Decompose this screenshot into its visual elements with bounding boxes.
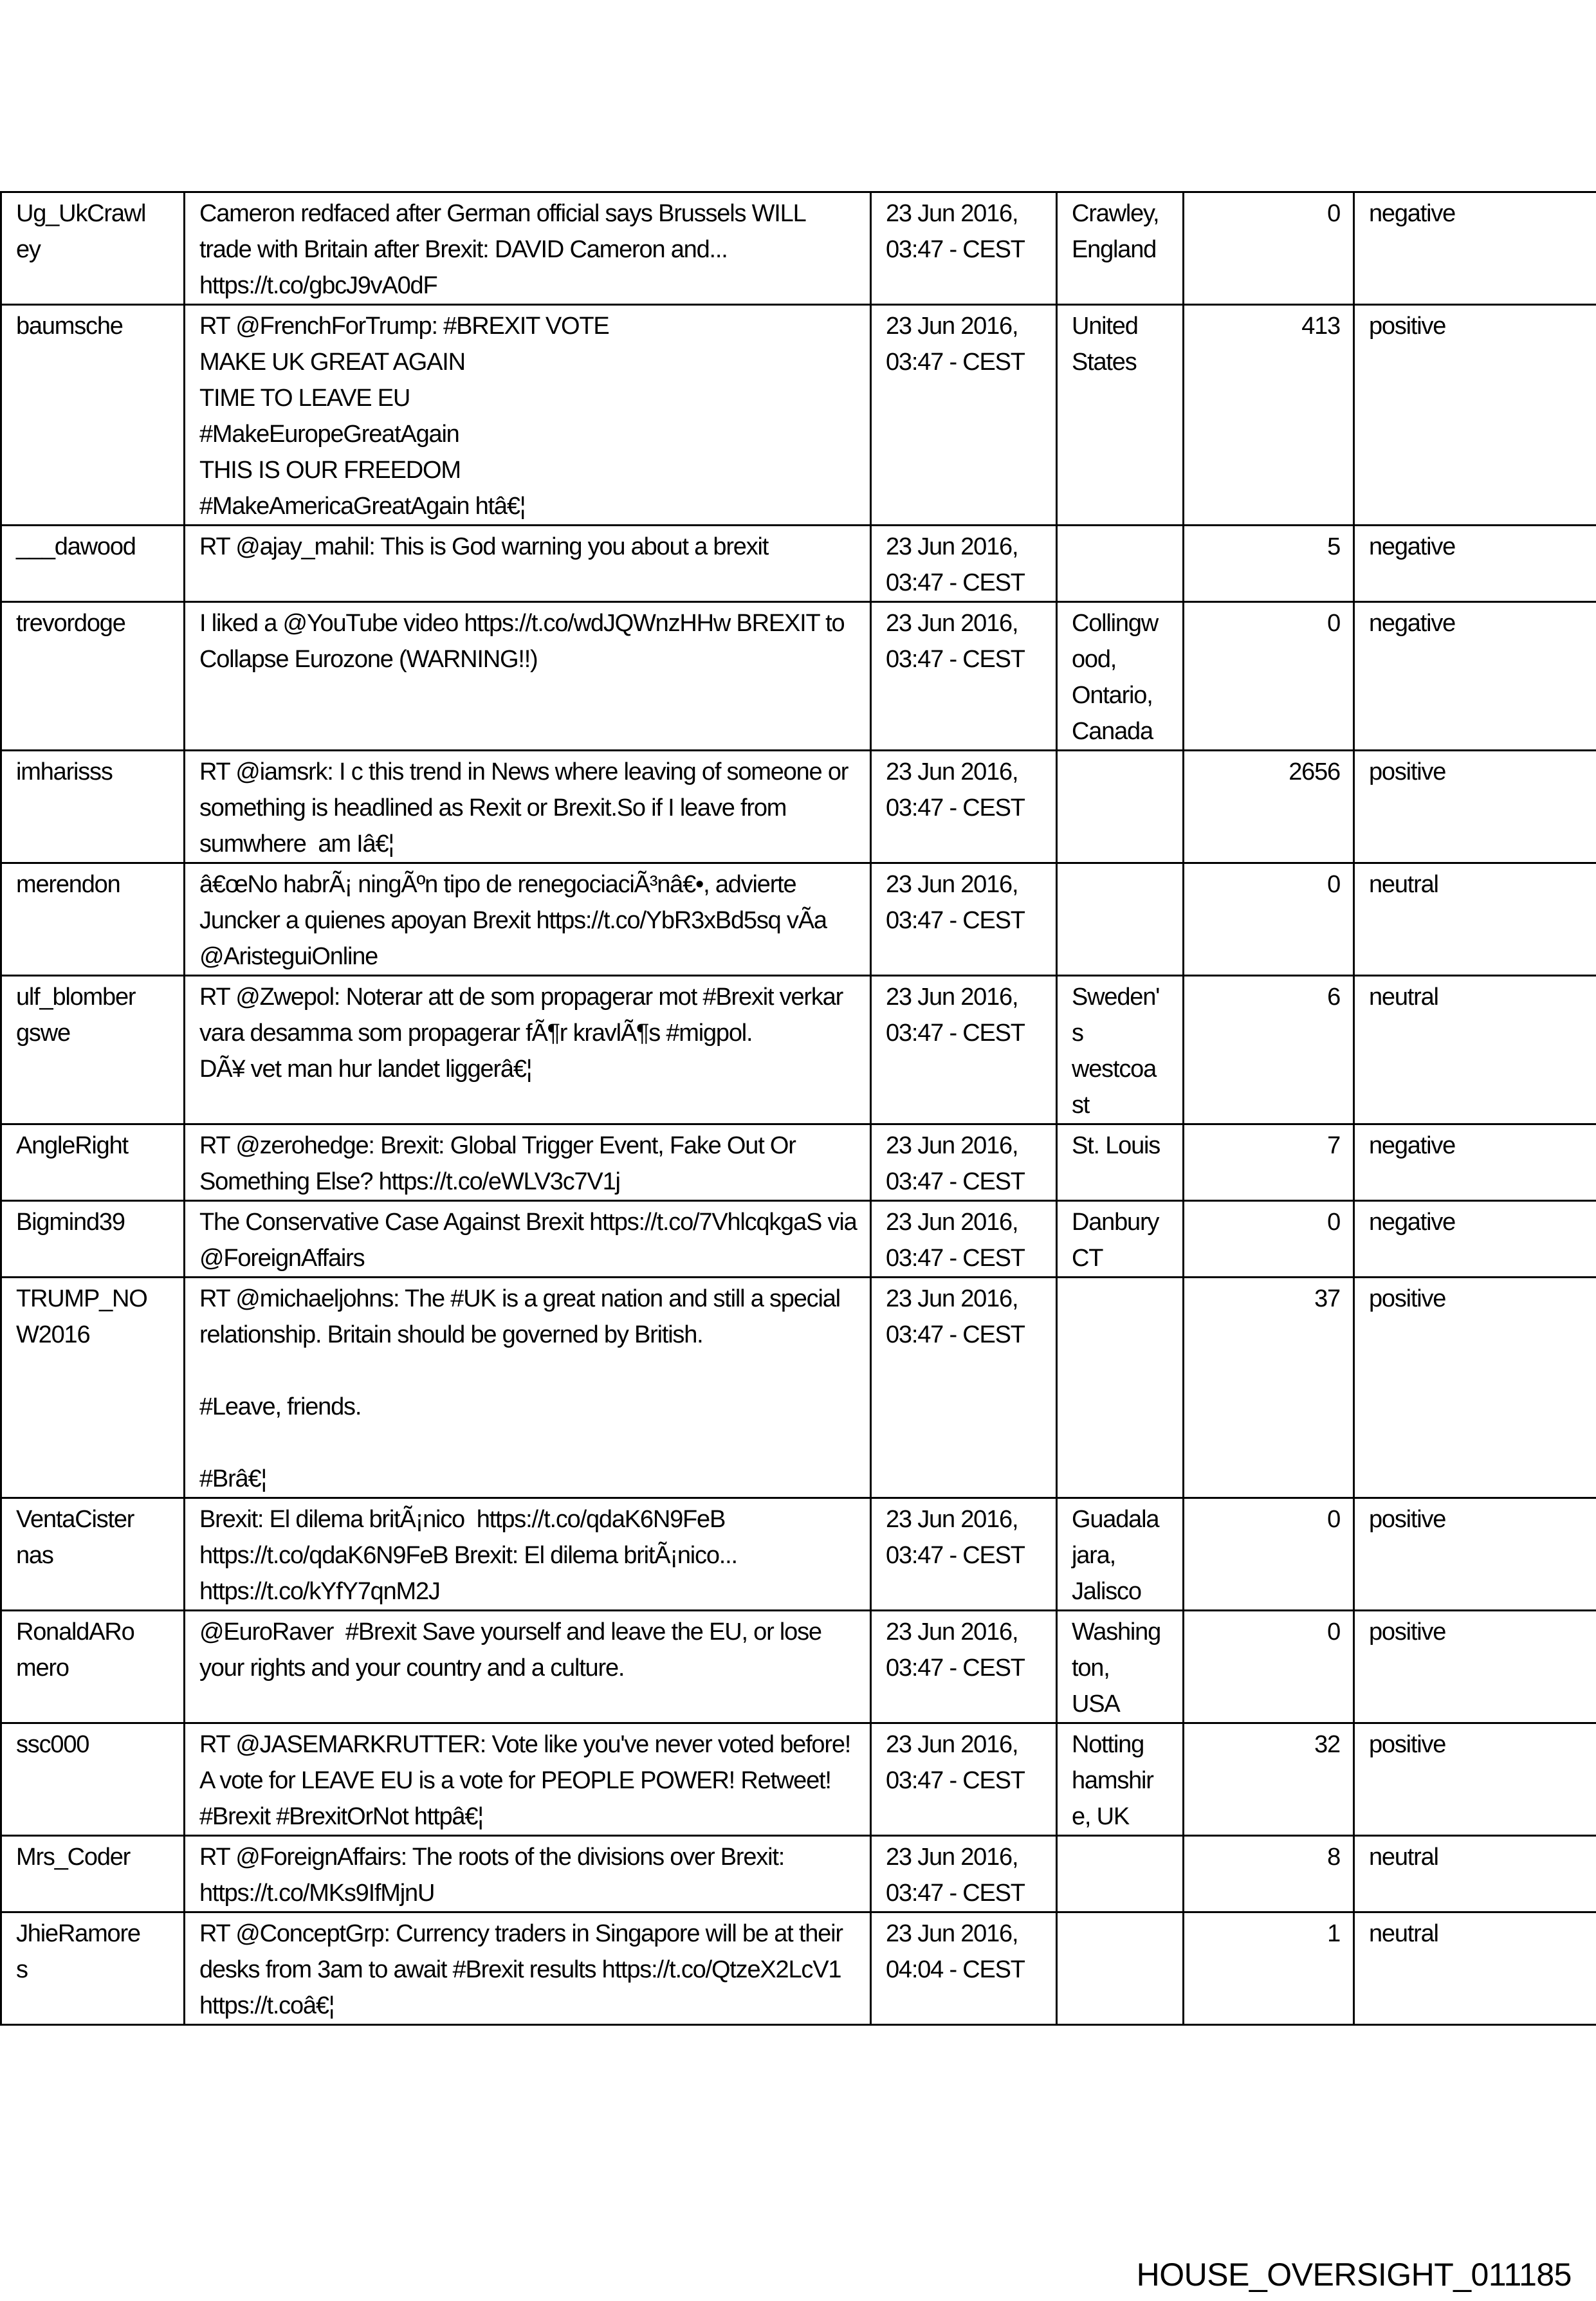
- cell-username: Mrs_Coder: [1, 1836, 185, 1912]
- cell-sentiment: negative: [1354, 1124, 1596, 1201]
- cell-sentiment: neutral: [1354, 976, 1596, 1124]
- cell-tweet-text: I liked a @YouTube video https://t.co/wdJQWnzHHw BREXIT to Collapse Eurozone (WARNING!!): [185, 602, 871, 751]
- cell-retweet-count: 1: [1184, 1912, 1354, 2025]
- cell-retweet-count: 37: [1184, 1278, 1354, 1498]
- cell-date: 23 Jun 2016, 03:47 - CEST: [871, 526, 1057, 602]
- cell-date: 23 Jun 2016, 03:47 - CEST: [871, 1611, 1057, 1723]
- cell-username: imharisss: [1, 751, 185, 863]
- cell-sentiment: positive: [1354, 1278, 1596, 1498]
- cell-location: Sweden' s westcoa st: [1057, 976, 1184, 1124]
- cell-username: baumsche: [1, 305, 185, 526]
- cell-sentiment: positive: [1354, 305, 1596, 526]
- cell-username: Bigmind39: [1, 1201, 185, 1278]
- cell-sentiment: positive: [1354, 1498, 1596, 1611]
- cell-tweet-text: @EuroRaver #Brexit Save yourself and leave the EU, or lose your rights and your country and a culture.: [185, 1611, 871, 1723]
- table-row: [1, 1611, 1596, 1723]
- cell-username: TRUMP_NO W2016: [1, 1278, 185, 1498]
- cell-sentiment: neutral: [1354, 1912, 1596, 2025]
- cell-location: Crawley, England: [1057, 192, 1184, 305]
- cell-sentiment: positive: [1354, 751, 1596, 863]
- cell-location: United States: [1057, 305, 1184, 526]
- cell-username: merendon: [1, 863, 185, 976]
- table-row: [1, 1201, 1596, 1278]
- cell-date: 23 Jun 2016, 03:47 - CEST: [871, 1278, 1057, 1498]
- cell-username: RonaldARo mero: [1, 1611, 185, 1723]
- cell-date: 23 Jun 2016, 03:47 - CEST: [871, 863, 1057, 976]
- cell-sentiment: negative: [1354, 602, 1596, 751]
- table-row: [1, 863, 1596, 976]
- cell-location: Danbury CT: [1057, 1201, 1184, 1278]
- cell-username: VentaCister nas: [1, 1498, 185, 1611]
- cell-retweet-count: 8: [1184, 1836, 1354, 1912]
- cell-location: [1057, 1836, 1184, 1912]
- cell-location: [1057, 863, 1184, 976]
- cell-tweet-text: RT @michaeljohns: The #UK is a great nation and still a special relationship. Britain should be governed by British. #Leave, friends. #Brâ€¦: [185, 1278, 871, 1498]
- cell-username: ulf_blomber gswe: [1, 976, 185, 1124]
- cell-tweet-text: RT @JASEMARKRUTTER: Vote like you've never voted before! A vote for LEAVE EU is a vote for PEOPLE POWER! Retweet! #Brexit #BrexitOrNot httpâ€¦: [185, 1723, 871, 1836]
- cell-username: trevordoge: [1, 602, 185, 751]
- tweets-table-body: [1, 192, 1596, 2025]
- cell-retweet-count: 5: [1184, 526, 1354, 602]
- cell-tweet-text: RT @zerohedge: Brexit: Global Trigger Event, Fake Out Or Something Else? https://t.co/eWLV3c7V1j: [185, 1124, 871, 1201]
- cell-retweet-count: 413: [1184, 305, 1354, 526]
- tweets-table: [0, 191, 1596, 2026]
- cell-date: 23 Jun 2016, 03:47 - CEST: [871, 1723, 1057, 1836]
- cell-location: St. Louis: [1057, 1124, 1184, 1201]
- table-row: [1, 1723, 1596, 1836]
- table-row: [1, 1912, 1596, 2025]
- cell-retweet-count: 0: [1184, 602, 1354, 751]
- cell-date: 23 Jun 2016, 03:47 - CEST: [871, 602, 1057, 751]
- table-row: [1, 976, 1596, 1124]
- cell-retweet-count: 0: [1184, 192, 1354, 305]
- cell-sentiment: negative: [1354, 526, 1596, 602]
- cell-tweet-text: RT @ConceptGrp: Currency traders in Singapore will be at their desks from 3am to await #Brexit results https://t.co/QtzeX2LcV1 https://t.coâ€¦: [185, 1912, 871, 2025]
- cell-date: 23 Jun 2016, 03:47 - CEST: [871, 1124, 1057, 1201]
- cell-date: 23 Jun 2016, 03:47 - CEST: [871, 976, 1057, 1124]
- cell-retweet-count: 7: [1184, 1124, 1354, 1201]
- cell-tweet-text: RT @FrenchForTrump: #BREXIT VOTE MAKE UK GREAT AGAIN TIME TO LEAVE EU #MakeEuropeGreatAgain THIS IS OUR FREEDOM #MakeAmericaGreatAgain htâ€¦: [185, 305, 871, 526]
- cell-retweet-count: 0: [1184, 1498, 1354, 1611]
- cell-location: [1057, 1278, 1184, 1498]
- cell-date: 23 Jun 2016, 03:47 - CEST: [871, 305, 1057, 526]
- bates-number: HOUSE_OVERSIGHT_011185: [1136, 2257, 1572, 2293]
- cell-sentiment: neutral: [1354, 1836, 1596, 1912]
- cell-tweet-text: RT @iamsrk: I c this trend in News where leaving of someone or something is headlined as Rexit or Brexit.So if I leave from sumwhere am Iâ€¦: [185, 751, 871, 863]
- cell-username: ___dawood: [1, 526, 185, 602]
- cell-date: 23 Jun 2016, 04:04 - CEST: [871, 1912, 1057, 2025]
- cell-date: 23 Jun 2016, 03:47 - CEST: [871, 751, 1057, 863]
- table-row: [1, 602, 1596, 751]
- cell-location: Washing ton, USA: [1057, 1611, 1184, 1723]
- cell-username: JhieRamore s: [1, 1912, 185, 2025]
- table-row: [1, 192, 1596, 305]
- cell-date: 23 Jun 2016, 03:47 - CEST: [871, 1498, 1057, 1611]
- cell-location: [1057, 1912, 1184, 2025]
- cell-date: 23 Jun 2016, 03:47 - CEST: [871, 1201, 1057, 1278]
- cell-date: 23 Jun 2016, 03:47 - CEST: [871, 192, 1057, 305]
- cell-retweet-count: 0: [1184, 1201, 1354, 1278]
- cell-retweet-count: 6: [1184, 976, 1354, 1124]
- cell-location: [1057, 751, 1184, 863]
- cell-retweet-count: 0: [1184, 1611, 1354, 1723]
- cell-retweet-count: 2656: [1184, 751, 1354, 863]
- cell-sentiment: positive: [1354, 1723, 1596, 1836]
- cell-tweet-text: RT @ForeignAffairs: The roots of the divisions over Brexit: https://t.co/MKs9IfMjnU: [185, 1836, 871, 1912]
- cell-tweet-text: RT @Zwepol: Noterar att de som propagerar mot #Brexit verkar vara desamma som propagerar fÃ¶r kravlÃ¶s #migpol. DÃ¥ vet man hur landet liggerâ€¦: [185, 976, 871, 1124]
- table-row: [1, 751, 1596, 863]
- cell-username: Ug_UkCrawl ey: [1, 192, 185, 305]
- table-row: [1, 1124, 1596, 1201]
- cell-sentiment: positive: [1354, 1611, 1596, 1723]
- cell-location: [1057, 526, 1184, 602]
- table-row: [1, 1836, 1596, 1912]
- cell-tweet-text: â€œNo habrÃ¡ ningÃºn tipo de renegociaciÃ³nâ€•, advierte Juncker a quienes apoyan Brexit https://t.co/YbR3xBd5sq vÃa @AristeguiOnline: [185, 863, 871, 976]
- cell-username: ssc000: [1, 1723, 185, 1836]
- cell-username: AngleRight: [1, 1124, 185, 1201]
- cell-sentiment: neutral: [1354, 863, 1596, 976]
- table-row: [1, 1498, 1596, 1611]
- cell-sentiment: negative: [1354, 1201, 1596, 1278]
- cell-tweet-text: Brexit: El dilema britÃ¡nico https://t.co/qdaK6N9FeB https://t.co/qdaK6N9FeB Brexit: El dilema britÃ¡nico... https://t.co/kYfY7qnM2J: [185, 1498, 871, 1611]
- cell-retweet-count: 0: [1184, 863, 1354, 976]
- cell-tweet-text: The Conservative Case Against Brexit https://t.co/7VhlcqkgaS via @ForeignAffairs: [185, 1201, 871, 1278]
- cell-location: Collingw ood, Ontario, Canada: [1057, 602, 1184, 751]
- cell-tweet-text: RT @ajay_mahil: This is God warning you about a brexit: [185, 526, 871, 602]
- table-row: [1, 1278, 1596, 1498]
- cell-location: Notting hamshir e, UK: [1057, 1723, 1184, 1836]
- table-row: [1, 526, 1596, 602]
- cell-location: Guadala jara, Jalisco: [1057, 1498, 1184, 1611]
- cell-date: 23 Jun 2016, 03:47 - CEST: [871, 1836, 1057, 1912]
- cell-sentiment: negative: [1354, 192, 1596, 305]
- cell-retweet-count: 32: [1184, 1723, 1354, 1836]
- table-row: [1, 305, 1596, 526]
- cell-tweet-text: Cameron redfaced after German official says Brussels WILL trade with Britain after Brexit: DAVID Cameron and... https://t.co/gbcJ9vA0dF: [185, 192, 871, 305]
